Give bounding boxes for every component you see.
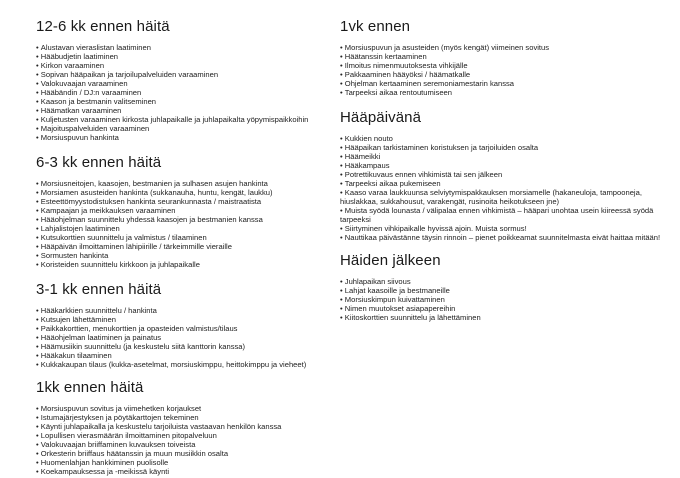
section-1-month xyxy=(36,379,336,476)
list-item: • Morsiuskimpun kuivattaminen xyxy=(340,295,676,304)
list-item: • Ohjelman kertaaminen seremoniamestarin kanssa xyxy=(340,79,676,88)
list-item: • Nauttikaa päivästänne täysin rinnoin – pienet poikkeamat suunnitelmasta eivät haittaa mitään! xyxy=(340,233,676,242)
task-list xyxy=(340,134,676,242)
list-item: • Koekampauksessa ja -meikissä käynti xyxy=(36,467,336,476)
list-item: • Kukkakaupan tilaus (kukka-asetelmat, morsiuskimppu, heittokimppu ja vieheet) xyxy=(36,360,336,369)
list-item: • Hääpäivän ilmoittaminen lähipiirille / tärkeimmille vieraille xyxy=(36,242,336,251)
list-item: • Kaason ja bestmanin valitseminen xyxy=(36,97,336,106)
list-item: • Häämatkan varaaminen xyxy=(36,106,336,115)
section-heading: Häiden jälkeen xyxy=(340,252,441,269)
list-item: • Esteettömyystodistuksen hankinta seurankunnasta / maistraatista xyxy=(36,197,336,206)
task-list xyxy=(340,43,676,97)
list-item: • Hääohjelman laatiminen ja painatus xyxy=(36,333,336,342)
list-item: • Valokuvaajan briiffaminen kuvauksen toiveista xyxy=(36,440,336,449)
section-heading: 1kk ennen häitä xyxy=(36,379,144,396)
list-item: • Morsiuspuvun hankinta xyxy=(36,133,336,142)
list-item: • Kaaso varaa laukkuunsa selviytymispakkauksen morsiamelle (hakaneuloja, tampooneja, hiuslakkaa, sukkahousut, varakengät, rusinoita heikotukseen jne) xyxy=(340,188,676,206)
list-item: • Koristeiden suunnittelu kirkkoon ja juhlapaikalle xyxy=(36,260,336,269)
list-item: • Lahjalistojen laatiminen xyxy=(36,224,336,233)
list-item: • Häämeikki xyxy=(340,152,676,161)
task-list xyxy=(36,404,336,476)
list-item: • Hääbändin / DJ:n varaaminen xyxy=(36,88,336,97)
list-item: • Tarpeeksi aikaa rentoutumiseen xyxy=(340,88,676,97)
list-item: • Hääkakun tilaaminen xyxy=(36,351,336,360)
list-item: • Siirtyminen vihkipaikalle hyvissä ajoin. Muista sormus! xyxy=(340,224,676,233)
list-item: • Sormusten hankinta xyxy=(36,251,336,260)
list-item: • Tarpeeksi aikaa pukemiseen xyxy=(340,179,676,188)
list-item: • Muista syödä lounasta / välipalaa ennen vihkimistä – hääpari unohtaa usein kiireessä syödä tarpeeksi xyxy=(340,206,676,224)
list-item: • Alustavan vieraslistan laatiminen xyxy=(36,43,336,52)
list-item: • Kukkien nouto xyxy=(340,134,676,143)
list-item: • Käynti juhlapaikalla ja keskustelu tarjoiluista vastaavan henkilön kanssa xyxy=(36,422,336,431)
list-item: • Paikkakorttien, menukorttien ja opasteiden valmistus/tilaus xyxy=(36,324,336,333)
list-item: • Juhlapaikan siivous xyxy=(340,277,676,286)
list-item: • Kiitoskorttien suunnittelu ja lähettäminen xyxy=(340,313,676,322)
task-list xyxy=(36,179,336,269)
list-item: • Hääkarkkien suunnittelu / hankinta xyxy=(36,306,336,315)
section-after-wedding xyxy=(340,252,676,322)
section-3-1-months xyxy=(36,281,336,369)
section-heading: Hääpäivänä xyxy=(340,109,422,126)
list-item: • Morsiusneitojen, kaasojen, bestmanien ja sulhasen asujen hankinta xyxy=(36,179,336,188)
list-item: • Kutsujen lähettäminen xyxy=(36,315,336,324)
list-item: • Kutsukorttien suunnittelu ja valmistus / tilaaminen xyxy=(36,233,336,242)
list-item: • Häätanssin kertaaminen xyxy=(340,52,676,61)
task-list xyxy=(340,277,676,322)
list-item: • Hääkampaus xyxy=(340,161,676,170)
section-heading: 12-6 kk ennen häitä xyxy=(36,18,170,35)
list-item: • Orkesterin briiffaus häätanssin ja muun musiikkin osalta xyxy=(36,449,336,458)
list-item: • Potrettikuvaus ennen vihkimistä tai sen jälkeen xyxy=(340,170,676,179)
list-item: • Hääbudjetin laatiminen xyxy=(36,52,336,61)
section-12-6-months xyxy=(36,18,336,142)
list-item: • Istumajärjestyksen ja pöytäkarttojen tekeminen xyxy=(36,413,336,422)
list-item: • Hääohjelman suunnittelu yhdessä kaasojen ja bestmanien kanssa xyxy=(36,215,336,224)
list-item: • Lopullisen vierasmäärän ilmoittaminen pitopalveluun xyxy=(36,431,336,440)
list-item: • Sopivan hääpaikan ja tarjoilupalveluiden varaaminen xyxy=(36,70,336,79)
task-list xyxy=(36,43,336,142)
list-item: • Huomenlahjan hankkiminen puolisolle xyxy=(36,458,336,467)
list-item: • Morsiuspuvun sovitus ja viimehetken korjaukset xyxy=(36,404,336,413)
task-list xyxy=(36,306,336,369)
section-wedding-day xyxy=(340,109,676,242)
list-item: • Hääpaikan tarkistaminen koristuksen ja tarjoiluiden osalta xyxy=(340,143,676,152)
list-item: • Kirkon varaaminen xyxy=(36,61,336,70)
section-1-week xyxy=(340,18,676,97)
list-item: • Morsiamen asusteiden hankinta (sukkanauha, huntu, kengät, laukku) xyxy=(36,188,336,197)
list-item: • Nimen muutokset asiapapereihin xyxy=(340,304,676,313)
section-heading: 1vk ennen xyxy=(340,18,411,35)
list-item: • Kampaajan ja meikkauksen varaaminen xyxy=(36,206,336,215)
section-heading: 6-3 kk ennen häitä xyxy=(36,154,162,171)
list-item: • Lahjat kaasoille ja bestmaneille xyxy=(340,286,676,295)
list-item: • Majoituspalveluiden varaaminen xyxy=(36,124,336,133)
section-6-3-months xyxy=(36,154,336,269)
list-item: • Pakkaaminen hääyöksi / häämatkalle xyxy=(340,70,676,79)
section-heading: 3-1 kk ennen häitä xyxy=(36,281,162,298)
right-column xyxy=(340,18,676,322)
list-item: • Häämusiikin suunnittelu (ja keskustelu siitä kanttorin kanssa) xyxy=(36,342,336,351)
list-item: • Morsiuspuvun ja asusteiden (myös kengät) viimeinen sovitus xyxy=(340,43,676,52)
list-item: • Valokuvaajan varaaminen xyxy=(36,79,336,88)
list-item: • Ilmoitus nimenmuutoksesta vihkijälle xyxy=(340,61,676,70)
list-item: • Kuljetusten varaaminen kirkosta juhlapaikalle ja juhlapaikalta yöpymispaikkoihin xyxy=(36,115,336,124)
left-column xyxy=(36,18,336,476)
